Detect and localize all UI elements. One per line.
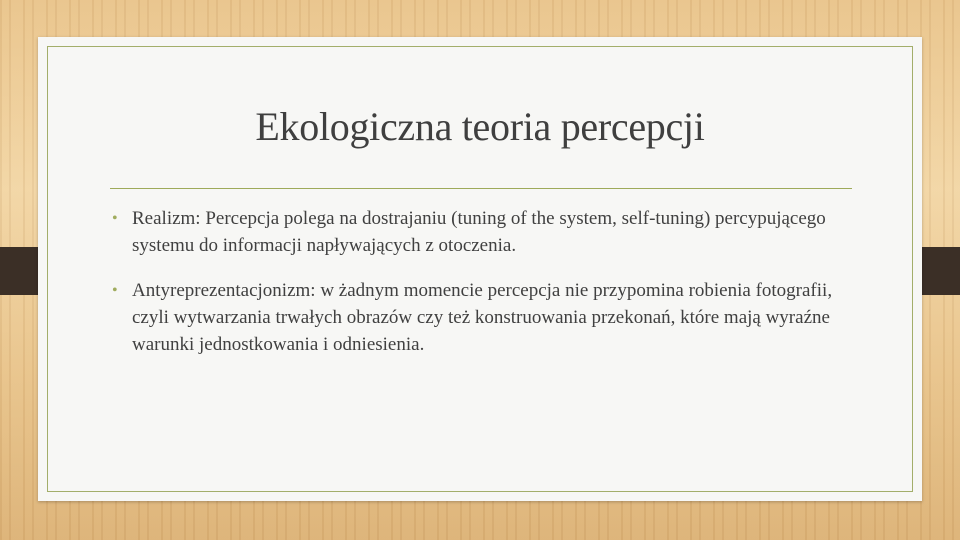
slide-title: Ekologiczna teoria percepcji xyxy=(255,104,705,149)
bullet-item-antirepresentationalism xyxy=(110,277,850,358)
title-divider xyxy=(110,188,852,189)
bullet-item-realism xyxy=(110,205,850,259)
bullet-text: Realizm: Percepcja polega na dostrajaniu (tuning of the system, self-tuning) percypującego systemu do informacji napływających z otoczenia. xyxy=(132,208,826,256)
bullet-text: Antyreprezentacjonizm: w żadnym momencie percepcja nie przypomina robienia fotografii, czyli wytwarzania trwałych obrazów czy też konstruowania przekonań, które mają wyraźne warunki jednostkowania i odniesienia. xyxy=(132,280,833,355)
slide-canvas xyxy=(38,37,922,501)
bullet-list xyxy=(110,205,850,376)
bullet-dot-icon: • xyxy=(112,210,118,227)
bullet-dot-icon: • xyxy=(112,282,118,299)
